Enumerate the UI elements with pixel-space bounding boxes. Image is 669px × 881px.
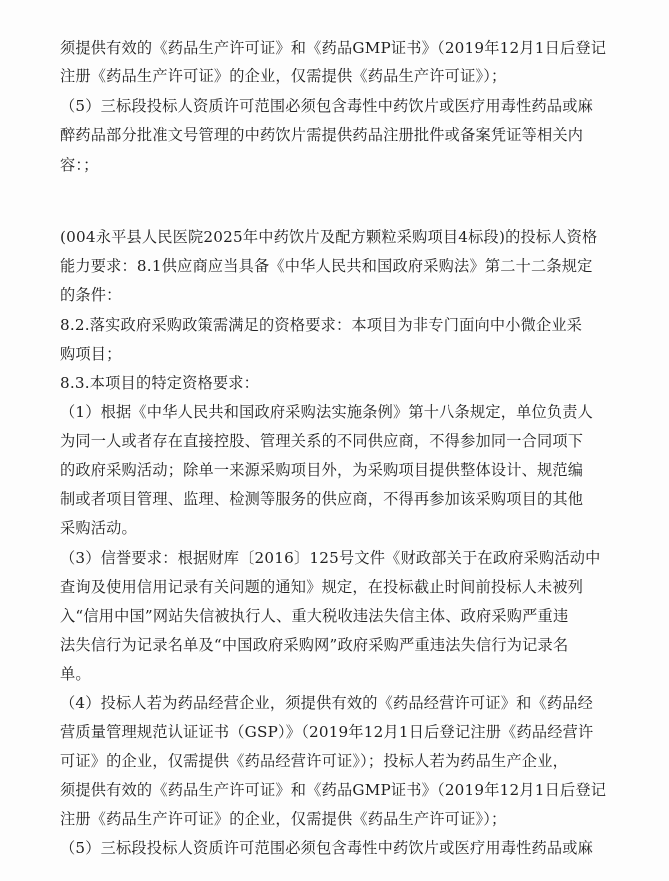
text-line: 入“信用中国”网站失信被执行人、重大税收违法失信主体、政府采购严重违 [60,607,569,625]
text-line: 须提供有效的《药品生产许可证》和《药品GMP证书》（2019年12月1日后登记 [60,781,607,799]
text-line: 的条件： [60,286,122,304]
text-line: （1）根据《中华人民共和国政府采购法实施条例》第十八条规定，单位负责人 [60,403,594,421]
text-line: 8.3.本项目的特定资格要求： [60,374,260,392]
text-line: 注册《药品生产许可证》的企业，仅需提供《药品生产许可证》）； [60,810,507,828]
text-line: 须提供有效的《药品生产许可证》和《药品GMP证书》（2019年12月1日后登记 [60,39,607,57]
text-line: 可证》的企业，仅需提供《药品经营许可证》）；投标人若为药品生产企业， [60,752,568,770]
text-line: 能力要求：8.1供应商应当具备《中华人民共和国政府采购法》第二十二条规定 [60,257,593,275]
text-line: 营质量管理规范认证证书（GSP）》（2019年12月1日后登记注册《药品经营许 [60,723,594,741]
text-line: （5）三标段投标人资质许可范围必须包含毒性中药饮片或医疗用毒性药品或麻 [60,839,594,857]
text-line: （5）三标段投标人资质许可范围必须包含毒性中药饮片或医疗用毒性药品或麻 [60,97,594,115]
text-line: 单。 [60,665,91,683]
text-line: 购项目； [60,345,122,363]
text-line: 制或者项目管理、监理、检测等服务的供应商，不得再参加该采购项目的其他 [60,490,584,508]
text-line: 查询及使用信用记录有关问题的通知》规定，在投标截止时间前投标人未被列 [60,578,584,596]
text-line: 采购活动。 [60,519,137,537]
text-line: （4）投标人若为药品经营企业，须提供有效的《药品经营许可证》和《药品经 [60,694,594,712]
text-line: 法失信行为记录名单及“中国政府采购网”政府采购严重违法失信行为记录名 [60,636,569,654]
text-line: 的政府采购活动；除单一来源采购项目外，为采购项目提供整体设计、规范编 [60,461,584,479]
text-line: 8.2.落实政府采购政策需满足的资格要求：本项目为非专门面向中小微企业采 [60,316,583,334]
text-line: (004永平县人民医院2025年中药饮片及配方颗粒采购项目4标段)的投标人资格 [60,228,598,246]
text-line: 注册《药品生产许可证》的企业，仅需提供《药品生产许可证》）； [60,67,507,85]
text-line: （3）信誉要求：根据财库〔2016〕125号文件《财政部关于在政府采购活动中 [60,549,601,567]
text-line: 为同一人或者存在直接控股、管理关系的不同供应商，不得参加同一合同项下 [60,432,584,450]
text-line: 醉药品部分批准文号管理的中药饮片需提供药品注册批件或备案凭证等相关内 [60,126,584,144]
text-line: 容：； [60,156,99,174]
